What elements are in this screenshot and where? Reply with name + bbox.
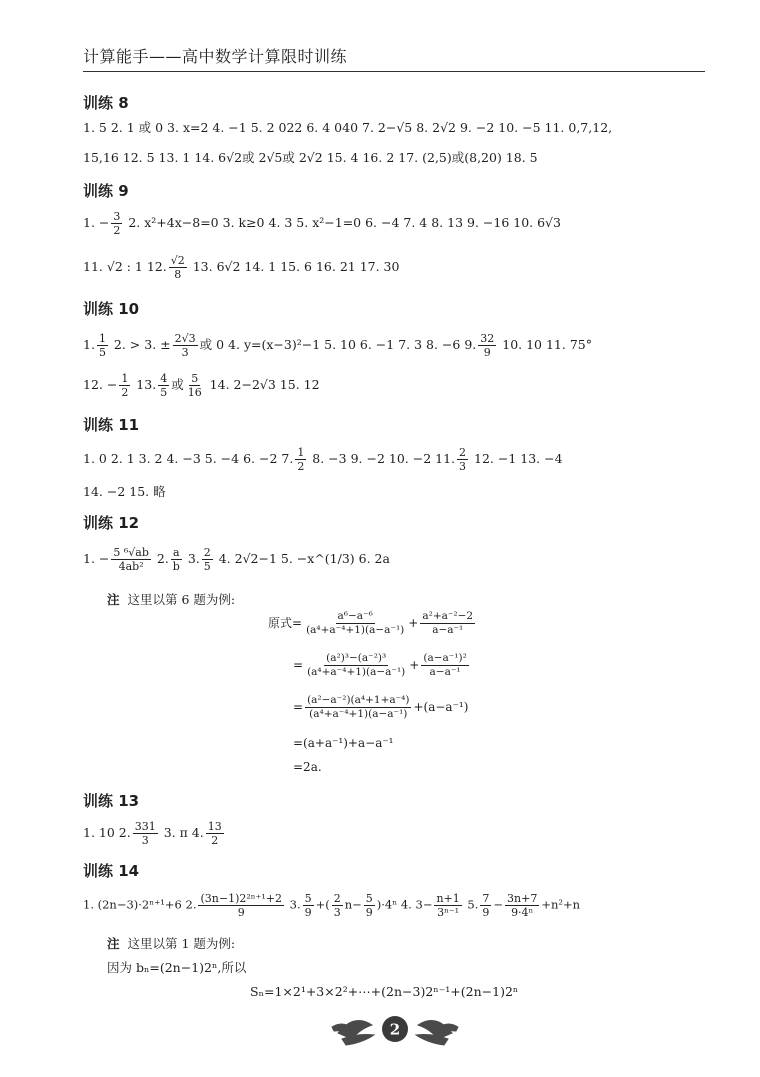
denominator: (a⁴+a⁻⁴+1)(a−a⁻¹): [306, 624, 405, 636]
answers-12-line-1: [83, 546, 390, 573]
derivation-step-5: =2a.: [293, 760, 322, 774]
denominator: 4ab²: [118, 560, 144, 573]
numerator: n+1: [436, 892, 460, 905]
fraction: [206, 820, 224, 847]
note-label: 注: [107, 936, 120, 951]
note-label: 注: [107, 592, 120, 607]
text: 2.: [152, 551, 169, 566]
numerator: √2: [170, 254, 185, 267]
section-title-12: 训练 12: [83, 514, 140, 532]
text: 2. > 3. ±: [109, 337, 171, 352]
numerator: 5 ⁶√ab: [113, 546, 149, 559]
numerator: 7: [482, 892, 490, 905]
fraction: [305, 652, 407, 679]
numerator: 5: [304, 892, 312, 905]
denominator: 5: [160, 386, 168, 399]
numerator: (3n−1)2²ⁿ⁺¹+2: [200, 892, 282, 905]
section-title-14: 训练 14: [83, 862, 140, 880]
section-title-11: 训练 11: [83, 416, 140, 434]
numerator: 2: [333, 892, 341, 905]
answers-8-line-1: 1. 5 2. 1 或 0 3. x=2 4. −1 5. 2 022 6. 4 040 7. 2−√5 8. 2√2 9. −2 10. −5 11. 0,7,12,: [83, 120, 613, 135]
numerator: 32: [480, 332, 495, 345]
numerator: 5: [191, 372, 199, 385]
text: 1. 10 2.: [83, 825, 131, 840]
text: 13.: [132, 377, 157, 392]
denominator: 2: [297, 460, 305, 473]
text: =: [293, 700, 304, 714]
note-12: [107, 590, 235, 608]
text: 或: [171, 377, 184, 392]
denominator: 3: [181, 346, 189, 359]
denominator: 9: [365, 906, 373, 919]
denominator: 9·4ⁿ: [511, 906, 534, 919]
fraction: [186, 372, 204, 399]
answers-8-line-2: 15,16 12. 5 13. 1 14. 6√2或 2√5或 2√2 15. 4 16. 2 17. (2,5)或(8,20) 18. 5: [83, 150, 538, 165]
answers-11-line-1: [83, 446, 563, 473]
denominator: b: [172, 560, 180, 573]
text: 13. 6√2 14. 1 15. 6 16. 21 17. 30: [188, 259, 400, 274]
denominator: 3ⁿ⁻¹: [437, 906, 460, 919]
fraction: [305, 694, 411, 721]
denominator: 9: [482, 906, 490, 919]
text: =: [293, 658, 304, 672]
fraction: [169, 254, 187, 281]
numerator: 2: [203, 546, 211, 559]
text: 10. 10 11. 75°: [498, 337, 592, 352]
numerator: 3n+7: [507, 892, 538, 905]
section-title-13: 训练 13: [83, 792, 140, 810]
denominator: 9: [483, 346, 491, 359]
denominator: (a⁴+a⁻⁴+1)(a−a⁻¹): [307, 666, 406, 678]
fraction: [111, 546, 151, 573]
note-text: 这里以第 6 题为例:: [127, 592, 236, 607]
numerator: (a²)³−(a⁻²)³: [326, 652, 387, 664]
answers-13-line-1: [83, 820, 226, 847]
page-number: 2: [389, 1020, 401, 1039]
fraction: [198, 892, 283, 919]
sum-expression: Sₙ=1×2¹+3×2²+⋯+(2n−3)2ⁿ⁻¹+(2n−1)2ⁿ: [250, 984, 519, 999]
numerator: a: [173, 546, 180, 559]
denominator: 3: [141, 834, 149, 847]
denominator: 2: [211, 834, 219, 847]
text: +n²+n: [541, 897, 581, 912]
text: −: [493, 897, 504, 912]
numerator: 3: [113, 210, 121, 223]
fraction: [173, 332, 198, 359]
section-title-8: 训练 8: [83, 94, 129, 112]
text: 12. −: [83, 377, 118, 392]
denominator: 3: [459, 460, 467, 473]
text: 2. x²+4x−8=0 3. k≥0 4. 3 5. x²−1=0 6. −4 7. 4 8. 13 9. −16 10. 6√3: [124, 215, 561, 230]
numerator: 4: [160, 372, 168, 385]
page-footer: [330, 1005, 460, 1049]
note-14: [107, 934, 235, 952]
answers-10-line-1: [83, 332, 592, 359]
fraction: [364, 892, 375, 919]
page-header: 计算能手——高中数学计算限时训练: [83, 44, 705, 72]
text: 3.: [183, 551, 200, 566]
fraction: [332, 892, 343, 919]
derivation-step-1: [268, 610, 477, 637]
numerator: 1: [297, 446, 305, 459]
numerator: a²+a⁻²−2: [422, 610, 474, 622]
numerator: (a−a⁻¹)²: [423, 652, 467, 664]
denominator: 9: [304, 906, 312, 919]
numerator: 1: [98, 332, 106, 345]
fraction: [421, 652, 468, 679]
text: n−: [344, 897, 362, 912]
denominator: 8: [174, 268, 182, 281]
answers-9-line-1: [83, 210, 561, 237]
numerator: a⁶−a⁻⁶: [337, 610, 373, 622]
denominator: a−a⁻¹: [432, 624, 464, 636]
fraction: [119, 372, 130, 399]
denominator: 9: [237, 906, 245, 919]
text: +: [409, 658, 420, 672]
text: 14. 2−2√3 15. 12: [205, 377, 320, 392]
text: 3.: [285, 897, 301, 912]
numerator: (a²−a⁻²)(a⁴+1+a⁻⁴): [307, 694, 410, 706]
derivation-step-4: =(a+a⁻¹)+a−a⁻¹: [293, 736, 394, 750]
numerator: 5: [365, 892, 373, 905]
text: +(a−a⁻¹): [413, 700, 469, 714]
text: 1. −: [83, 551, 110, 566]
fraction: [505, 892, 539, 919]
fraction: [97, 332, 108, 359]
numerator: 2√3: [174, 332, 196, 345]
denominator: 5: [98, 346, 106, 359]
denominator: a−a⁻¹: [429, 666, 461, 678]
numerator: 2: [459, 446, 467, 459]
text: 5.: [463, 897, 479, 912]
section-title-9: 训练 9: [83, 182, 129, 200]
denominator: 16: [187, 386, 202, 399]
floral-ornament-icon: [330, 1005, 460, 1049]
denominator: 5: [203, 560, 211, 573]
text: 8. −3 9. −2 10. −2 11.: [308, 451, 456, 466]
fraction: [158, 372, 169, 399]
text: 11. √2 : 1 12.: [83, 259, 167, 274]
text: 或 0 4. y=(x−3)²−1 5. 10 6. −1 7. 3 8. −6 9.: [199, 337, 477, 352]
numerator: 13: [207, 820, 222, 833]
text: 1. −: [83, 215, 110, 230]
denominator: (a⁴+a⁻⁴+1)(a−a⁻¹): [309, 708, 408, 720]
fraction: [202, 546, 213, 573]
text: 4. 2√2−1 5. −x^(1/3) 6. 2a: [214, 551, 390, 566]
note-14-line-2: 因为 bₙ=(2n−1)2ⁿ,所以: [107, 960, 247, 975]
denominator: 2: [121, 386, 129, 399]
answers-11-line-2: 14. −2 15. 略: [83, 484, 166, 499]
fraction: [420, 610, 475, 637]
text: 原式=: [268, 616, 303, 630]
note-text: 这里以第 1 题为例:: [127, 936, 236, 951]
numerator: 1: [121, 372, 129, 385]
text: +(: [315, 897, 330, 912]
derivation-step-3: [293, 694, 468, 721]
fraction: [480, 892, 491, 919]
answers-9-line-2: [83, 254, 399, 281]
text: )·4ⁿ 4. 3−: [376, 897, 433, 912]
derivation-step-2: [293, 652, 471, 679]
fraction: [304, 610, 406, 637]
fraction: [111, 210, 122, 237]
text: 12. −1 13. −4: [470, 451, 563, 466]
fraction: [171, 546, 182, 573]
answers-14-line-1: [83, 892, 580, 919]
text: 3. π 4.: [159, 825, 204, 840]
text: 1. 0 2. 1 3. 2 4. −3 5. −4 6. −2 7.: [83, 451, 294, 466]
fraction: [478, 332, 496, 359]
text: +: [408, 616, 419, 630]
numerator: 331: [134, 820, 156, 833]
section-title-10: 训练 10: [83, 300, 140, 318]
fraction: [295, 446, 306, 473]
text: 1.: [83, 337, 95, 352]
fraction: [434, 892, 461, 919]
denominator: 3: [333, 906, 341, 919]
text: 1. (2n−3)·2ⁿ⁺¹+6 2.: [83, 897, 197, 912]
denominator: 2: [113, 224, 121, 237]
fraction: [457, 446, 468, 473]
fraction: [303, 892, 314, 919]
fraction: [133, 820, 158, 847]
answers-10-line-2: [83, 372, 320, 399]
